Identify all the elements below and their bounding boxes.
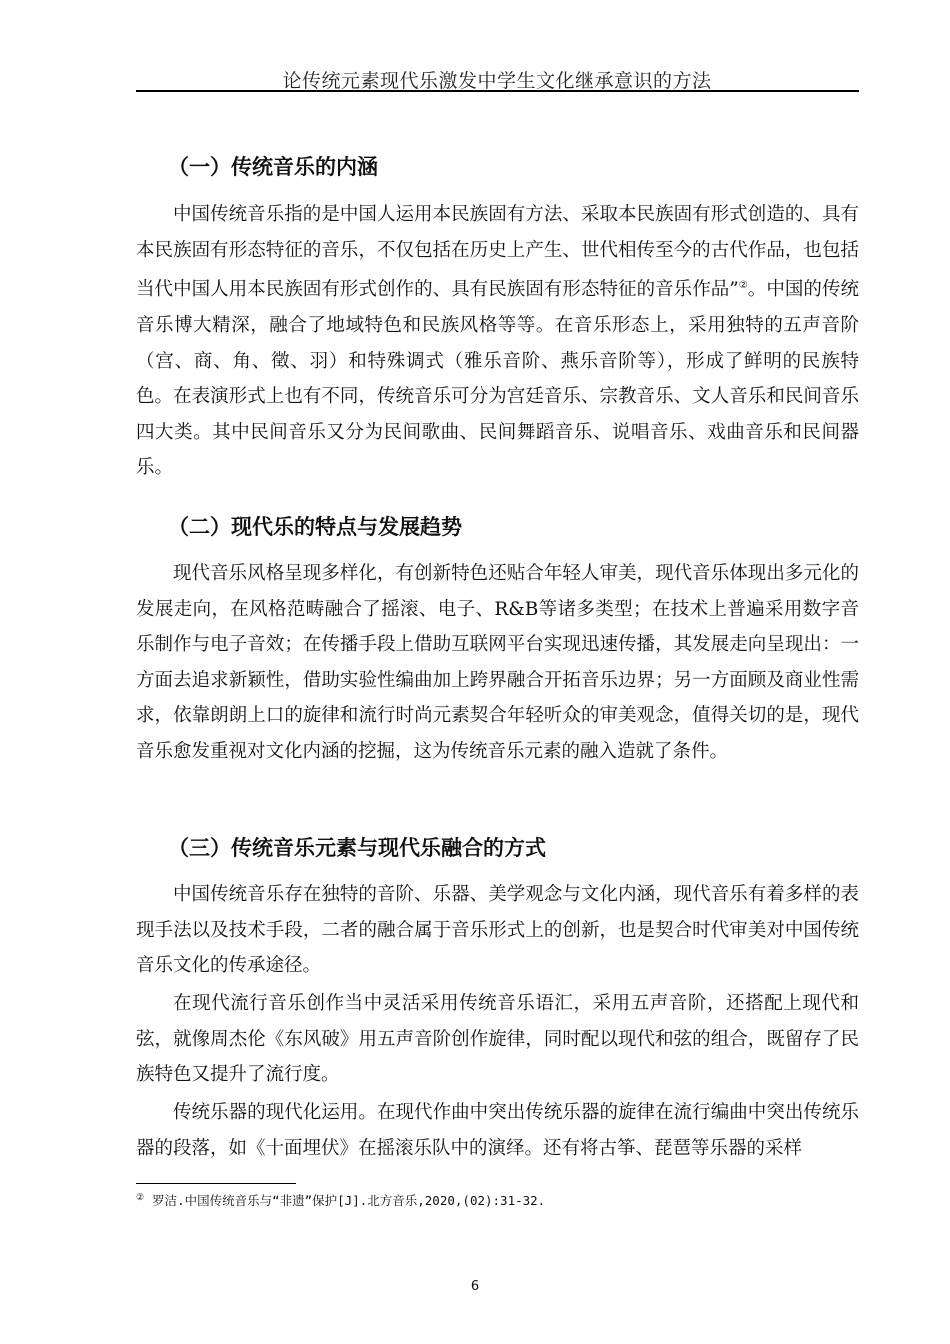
page-number: 6	[470, 1279, 480, 1294]
section-heading-1: （一）传统音乐的内涵	[168, 155, 378, 179]
paragraph-4: 在现代流行音乐创作当中灵活采用传统音乐语汇，采用五声音阶，还搭配上现代和弦，就像周杰伦《东风破》用五声音阶创作旋律，同时配以现代和弦的组合，既留存了民族特色又提升了流行度。	[136, 993, 859, 1086]
paragraph-3: 中国传统音乐存在独特的音阶、乐器、美学观念与文化内涵，现代音乐有着多样的表现手法以及技术手段，二者的融合属于音乐形式上的创新，也是契合时代审美对中国传统音乐文化的传承途径。	[136, 884, 859, 977]
footnote-reference: ②	[738, 280, 748, 292]
footnote-rule	[136, 1183, 296, 1184]
section-heading-2: （二）现代乐的特点与发展趋势	[168, 515, 462, 539]
paragraph-1-text-before: 中国传统音乐指的是中国人运用本民族固有方法、采取本民族固有形式创造的、具有本民族固有形态特征的音乐，不仅包括在历史上产生、世代相传至今的古代作品，也包括当代中国人用本民族固有形式创作的、具有民族固有形态特征的音乐作品”	[136, 204, 859, 301]
footnote	[136, 1191, 545, 1209]
section-heading-3: （三）传统音乐元素与现代乐融合的方式	[168, 836, 546, 860]
running-header: 论传统元素现代乐激发中学生文化继承意识的方法	[282, 70, 712, 92]
paragraph-1-text-after: 。中国的传统音乐博大精深，融合了地域特色和民族风格等等。在音乐形态上，采用独特的五声音阶（宫、商、角、徵、羽）和特殊调式（雅乐音阶、燕乐音阶等），形成了鲜明的民族特色。在表演形式上也有不同，传统音乐可分为宫廷音乐、宗教音乐、文人音乐和民间音乐四大类。其中民间音乐又分为民间歌曲、民间舞蹈音乐、说唱音乐、戏曲音乐和民间器乐。	[136, 279, 859, 479]
header-rule	[136, 90, 859, 92]
paragraph-5: 传统乐器的现代化运用。在现代作曲中突出传统乐器的旋律在流行编曲中突出传统乐器的段落，如《十面埋伏》在摇滚乐队中的演绎。还有将古筝、琵琶等乐器的采样	[136, 1102, 859, 1159]
paragraph-1	[136, 197, 859, 486]
footnote-mark: ②	[136, 1192, 145, 1203]
footnote-text: 罗洁.中国传统音乐与“非遗”保护[J].北方音乐,2020,(02):31-32.	[152, 1193, 546, 1208]
paragraph-2: 现代音乐风格呈现多样化，有创新特色还贴合年轻人审美，现代音乐体现出多元化的发展走向，在风格范畴融合了摇滚、电子、R&B等诸多类型；在技术上普遍采用数字音乐制作与电子音效；在传播手段上借助互联网平台实现迅速传播，其发展走向呈现出：一方面去追求新颖性，借助实验性编曲加上跨界融合开拓音乐边界；另一方面顾及商业性需求，依靠朗朗上口的旋律和流行时尚元素契合年轻听众的审美观念，值得关切的是，现代音乐愈发重视对文化内涵的挖掘，这为传统音乐元素的融入造就了条件。	[136, 563, 859, 762]
